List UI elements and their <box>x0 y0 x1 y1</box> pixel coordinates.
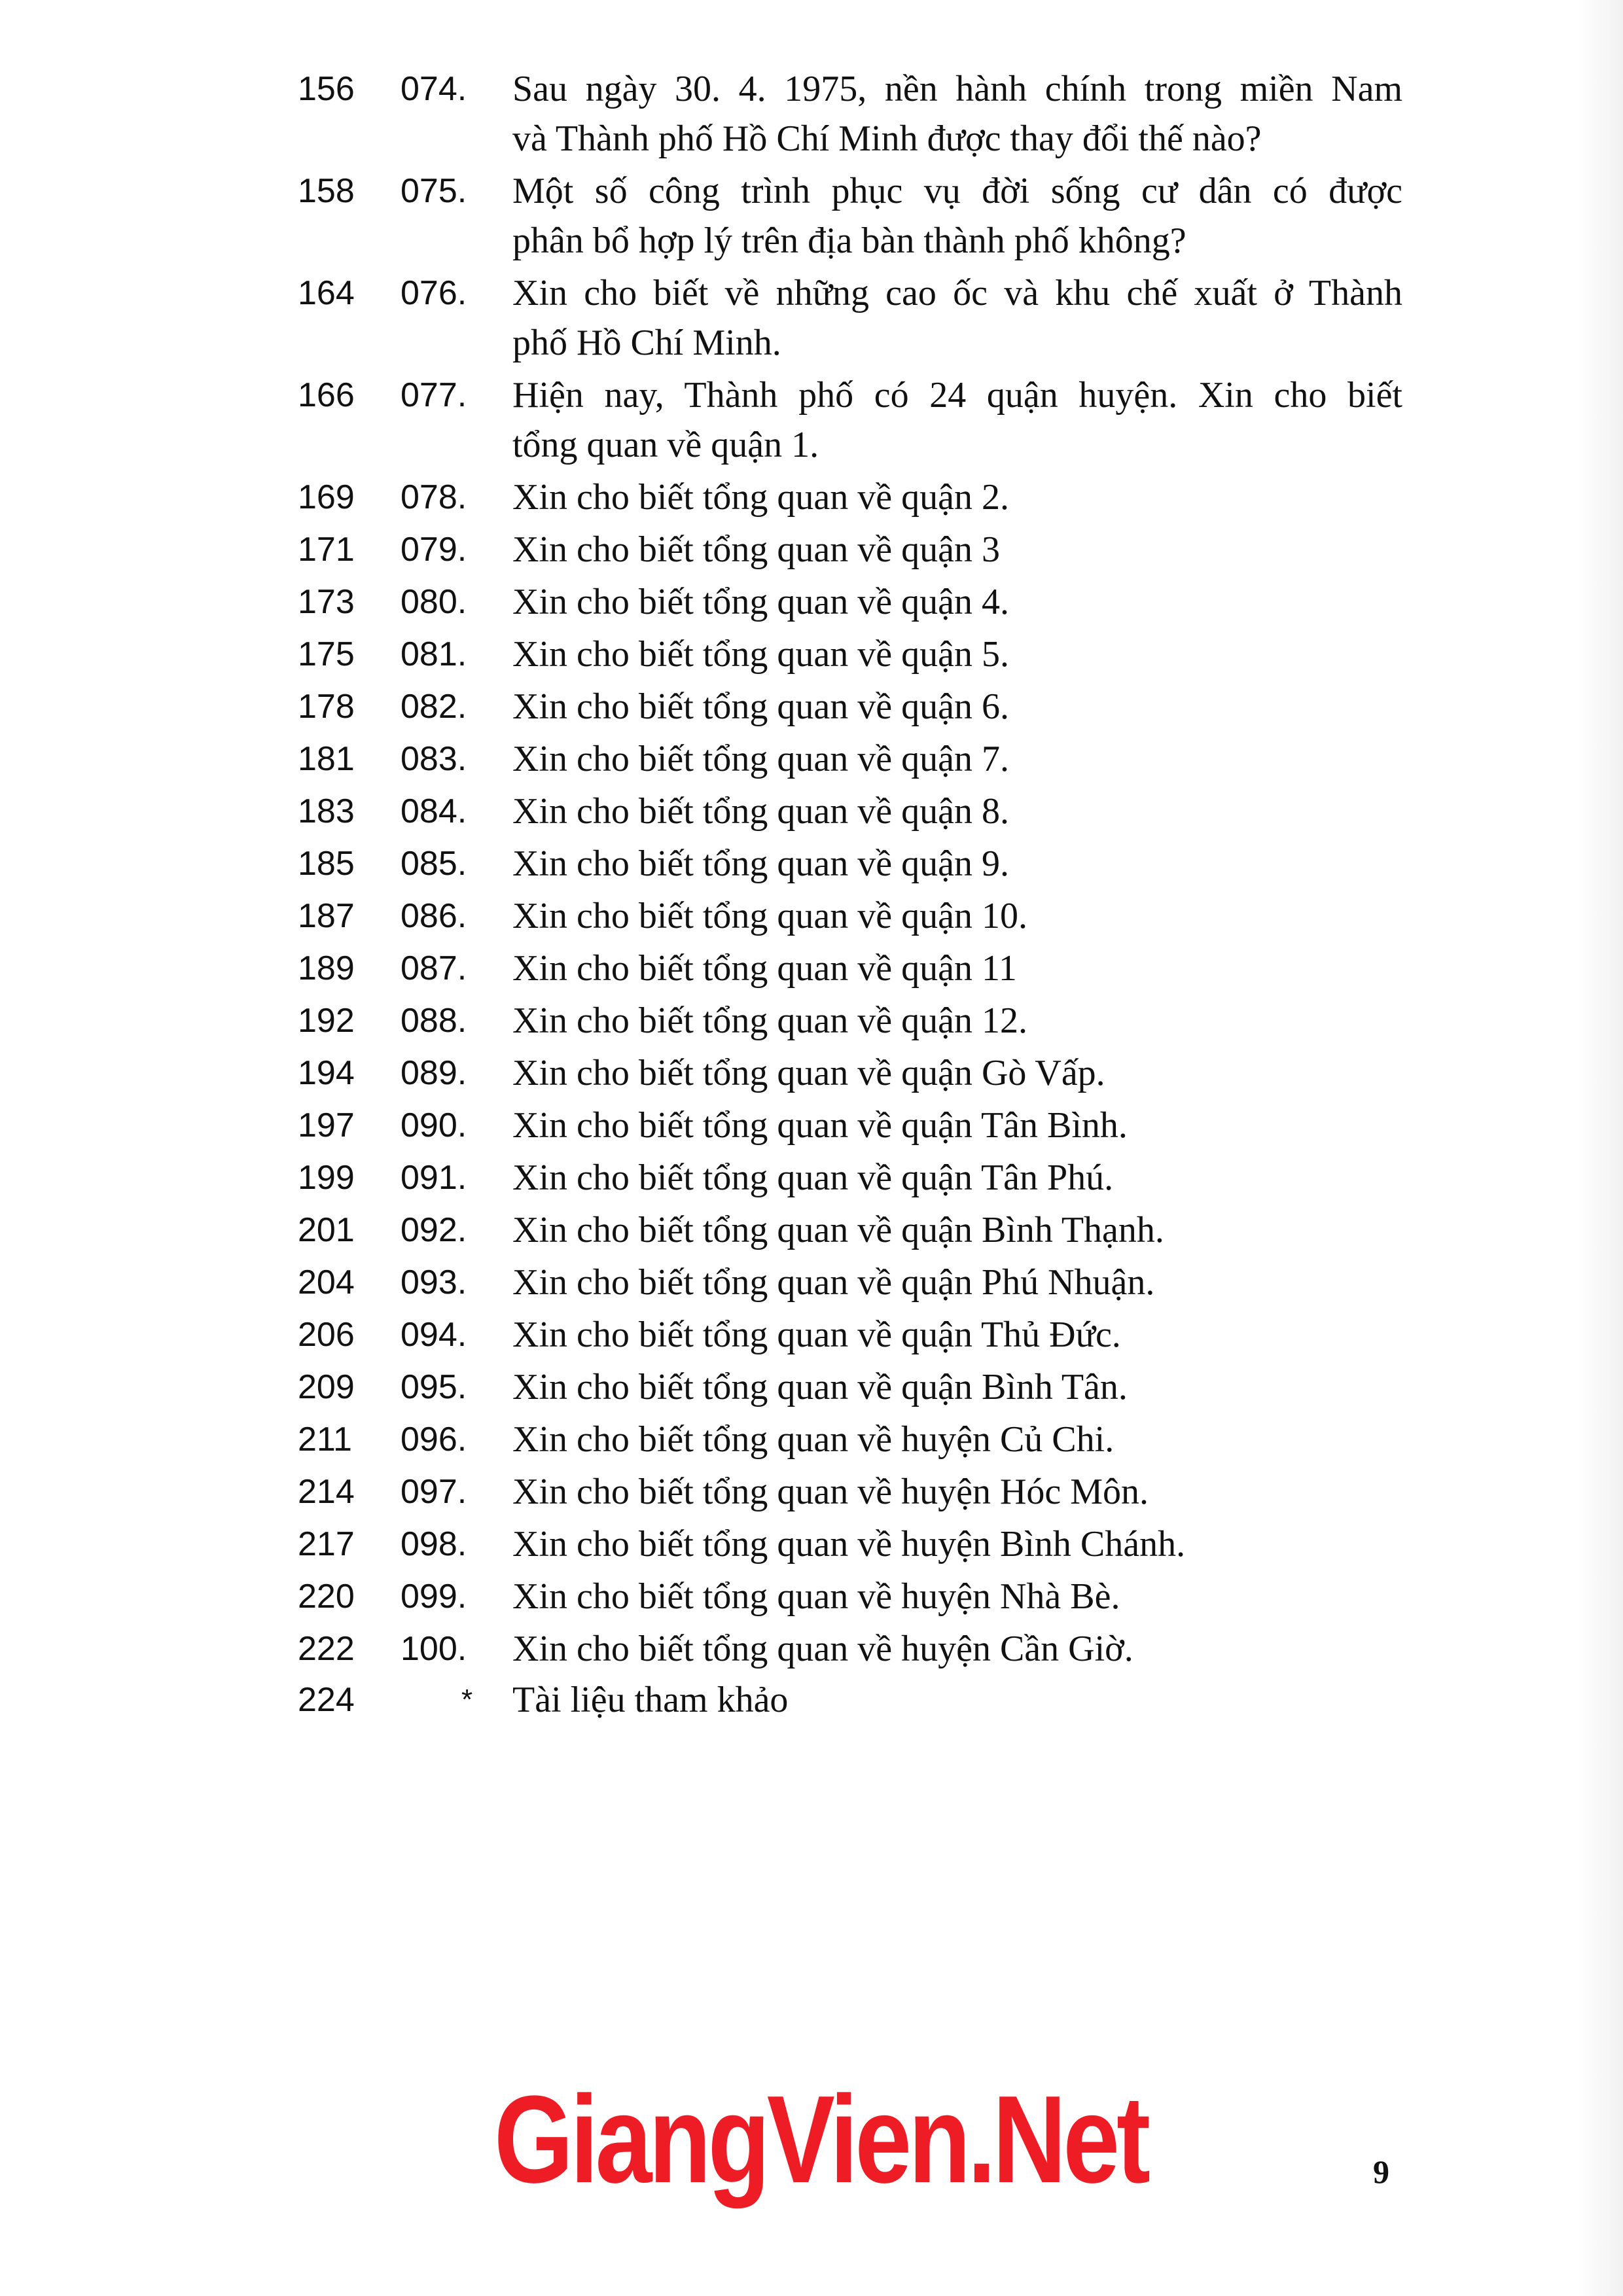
entry-number: 077. <box>401 376 467 414</box>
entry-title-line: Xin cho biết tổng quan về quận Bình Tân. <box>512 1367 1128 1407</box>
entry-number: 083. <box>401 740 467 778</box>
entry-number: 084. <box>401 792 467 830</box>
entry-page-number: 224 <box>298 1681 355 1719</box>
entry-title <box>512 1258 1402 1307</box>
entry-number: 081. <box>401 635 467 673</box>
entry-title <box>512 370 1402 470</box>
entry-page-number: 175 <box>298 635 355 673</box>
entry-page-number: 166 <box>298 376 355 414</box>
entry-number: 082. <box>401 688 467 726</box>
entry-number: 098. <box>401 1525 467 1563</box>
entry-number: 080. <box>401 583 467 621</box>
page-edge-shadow <box>1577 0 1623 2296</box>
entry-number: 096. <box>401 1421 467 1458</box>
entry-title <box>512 944 1402 993</box>
entry-page-number: 211 <box>298 1421 352 1458</box>
entry-page-number: 192 <box>298 1002 355 1040</box>
entry-title <box>512 1101 1402 1150</box>
entry-title-line: Xin cho biết tổng quan về quận 10. <box>512 896 1027 936</box>
entry-title <box>512 577 1402 627</box>
entry-title-line: phố Hồ Chí Minh. <box>512 323 781 363</box>
entry-number: 094. <box>401 1316 467 1354</box>
entry-title-line: Xin cho biết tổng quan về huyện Củ Chi. <box>512 1419 1115 1460</box>
entry-number: 088. <box>401 1002 467 1040</box>
entry-title-line: Sau ngày 30. 4. 1975, nền hành chính trong miền Nam <box>512 69 1402 109</box>
entry-title-line: Xin cho biết tổng quan về quận 5. <box>512 634 1009 675</box>
entry-title <box>512 1624 1402 1674</box>
entry-page-number: 209 <box>298 1368 355 1406</box>
entry-title <box>512 891 1402 941</box>
page-number: 9 <box>1373 2153 1389 2190</box>
entry-page-number: 194 <box>298 1054 355 1092</box>
entry-title-line: Xin cho biết tổng quan về quận 12. <box>512 1000 1027 1041</box>
entry-page-number: 158 <box>298 172 355 210</box>
entry-number: 086. <box>401 897 467 935</box>
entry-title-line: Xin cho biết tổng quan về huyện Cần Giờ. <box>512 1629 1133 1669</box>
entry-page-number: 164 <box>298 274 355 312</box>
entry-title-line: Xin cho biết tổng quan về quận 6. <box>512 686 1009 727</box>
entry-title-line: Xin cho biết tổng quan về huyện Bình Chánh. <box>512 1524 1186 1564</box>
entry-title <box>512 268 1402 368</box>
watermark-logo: GiangVien.Net <box>494 2070 1148 2209</box>
entry-title-line: Hiện nay, Thành phố có 24 quận huyện. Xin cho biết <box>512 375 1402 415</box>
entry-page-number: 181 <box>298 740 355 778</box>
entry-title <box>512 786 1402 836</box>
entry-page-number: 173 <box>298 583 355 621</box>
entry-title <box>512 64 1402 164</box>
entry-title: Tài liệu tham khảo <box>512 1680 789 1720</box>
entry-page-number: 169 <box>298 478 355 516</box>
entry-page-number: 222 <box>298 1630 355 1668</box>
entry-number: 091. <box>401 1159 467 1197</box>
entry-number: 085. <box>401 845 467 883</box>
entry-number: 093. <box>401 1263 467 1301</box>
entry-title <box>512 629 1402 679</box>
entry-page-number: 185 <box>298 845 355 883</box>
entry-title-line: Xin cho biết tổng quan về quận 3 <box>512 529 1000 570</box>
entry-title-line: Xin cho biết tổng quan về quận Phú Nhuận. <box>512 1262 1155 1303</box>
entry-title <box>512 1467 1402 1517</box>
entry-page-number: 217 <box>298 1525 355 1563</box>
entry-title <box>512 166 1402 266</box>
entry-page-number: 171 <box>298 531 355 569</box>
entry-number: 097. <box>401 1473 467 1511</box>
entry-page-number: 204 <box>298 1263 355 1301</box>
entry-title <box>512 472 1402 522</box>
entry-title <box>512 525 1402 574</box>
entry-page-number: 197 <box>298 1106 355 1144</box>
entry-title-line: phân bổ hợp lý trên địa bàn thành phố không? <box>512 221 1186 261</box>
entry-title <box>512 1205 1402 1255</box>
entry-title-line: Xin cho biết tổng quan về quận Gò Vấp. <box>512 1053 1105 1093</box>
entry-title <box>512 1519 1402 1569</box>
entry-title-line: Xin cho biết tổng quan về quận 11 <box>512 948 1017 989</box>
entry-title <box>512 839 1402 889</box>
entry-title-line: Xin cho biết tổng quan về huyện Hóc Môn. <box>512 1472 1149 1512</box>
entry-title-line: và Thành phố Hồ Chí Minh được thay đổi thế nào? <box>512 118 1262 159</box>
entry-page-number: 187 <box>298 897 355 935</box>
entry-page-number: 156 <box>298 70 355 108</box>
entry-page-number: 206 <box>298 1316 355 1354</box>
entry-title <box>512 1153 1402 1203</box>
entry-title-line: Xin cho biết tổng quan về quận Bình Thạnh. <box>512 1210 1164 1250</box>
entry-title <box>512 1048 1402 1098</box>
entry-number: 089. <box>401 1054 467 1092</box>
entry-title-line: Xin cho biết tổng quan về quận Tân Bình. <box>512 1105 1128 1146</box>
entry-title-line: Một số công trình phục vụ đời sống cư dân có được <box>512 171 1402 211</box>
entry-page-number: 183 <box>298 792 355 830</box>
entry-number: 078. <box>401 478 467 516</box>
entry-page-number: 214 <box>298 1473 355 1511</box>
entry-page-number: 201 <box>298 1211 355 1249</box>
entry-number: 087. <box>401 949 467 987</box>
entry-page-number: 199 <box>298 1159 355 1197</box>
entry-number: 079. <box>401 531 467 569</box>
entry-title <box>512 682 1402 732</box>
entry-title-line: Xin cho biết tổng quan về quận 2. <box>512 477 1009 518</box>
entry-number: 095. <box>401 1368 467 1406</box>
entry-title <box>512 734 1402 784</box>
entry-number: 090. <box>401 1106 467 1144</box>
entry-title-line: Xin cho biết tổng quan về quận 7. <box>512 739 1009 779</box>
entry-number: 099. <box>401 1578 467 1616</box>
entry-title <box>512 996 1402 1046</box>
entry-number: 075. <box>401 172 467 210</box>
entry-page-number: 189 <box>298 949 355 987</box>
entry-title-line: Xin cho biết tổng quan về quận 8. <box>512 791 1009 832</box>
entry-title <box>512 1415 1402 1464</box>
entry-title <box>512 1572 1402 1621</box>
entry-number: 092. <box>401 1211 467 1249</box>
entry-title-line: Xin cho biết về những cao ốc và khu chế xuất ở Thành <box>512 273 1402 313</box>
entry-page-number: 220 <box>298 1578 355 1616</box>
entry-number: 076. <box>401 274 467 312</box>
entry-title-line: Xin cho biết tổng quan về quận Tân Phú. <box>512 1157 1114 1198</box>
entry-title-line: Xin cho biết tổng quan về quận Thủ Đức. <box>512 1315 1121 1355</box>
entry-title <box>512 1310 1402 1360</box>
references-marker: * <box>461 1684 473 1716</box>
entry-number: 100. <box>401 1630 467 1668</box>
entry-title-line: tổng quan về quận 1. <box>512 425 819 465</box>
entry-page-number: 178 <box>298 688 355 726</box>
entry-title-line: Xin cho biết tổng quan về quận 4. <box>512 582 1009 622</box>
entry-title <box>512 1362 1402 1412</box>
entry-number: 074. <box>401 70 467 108</box>
entry-title-line: Xin cho biết tổng quan về huyện Nhà Bè. <box>512 1576 1120 1617</box>
entry-title-line: Xin cho biết tổng quan về quận 9. <box>512 843 1009 884</box>
